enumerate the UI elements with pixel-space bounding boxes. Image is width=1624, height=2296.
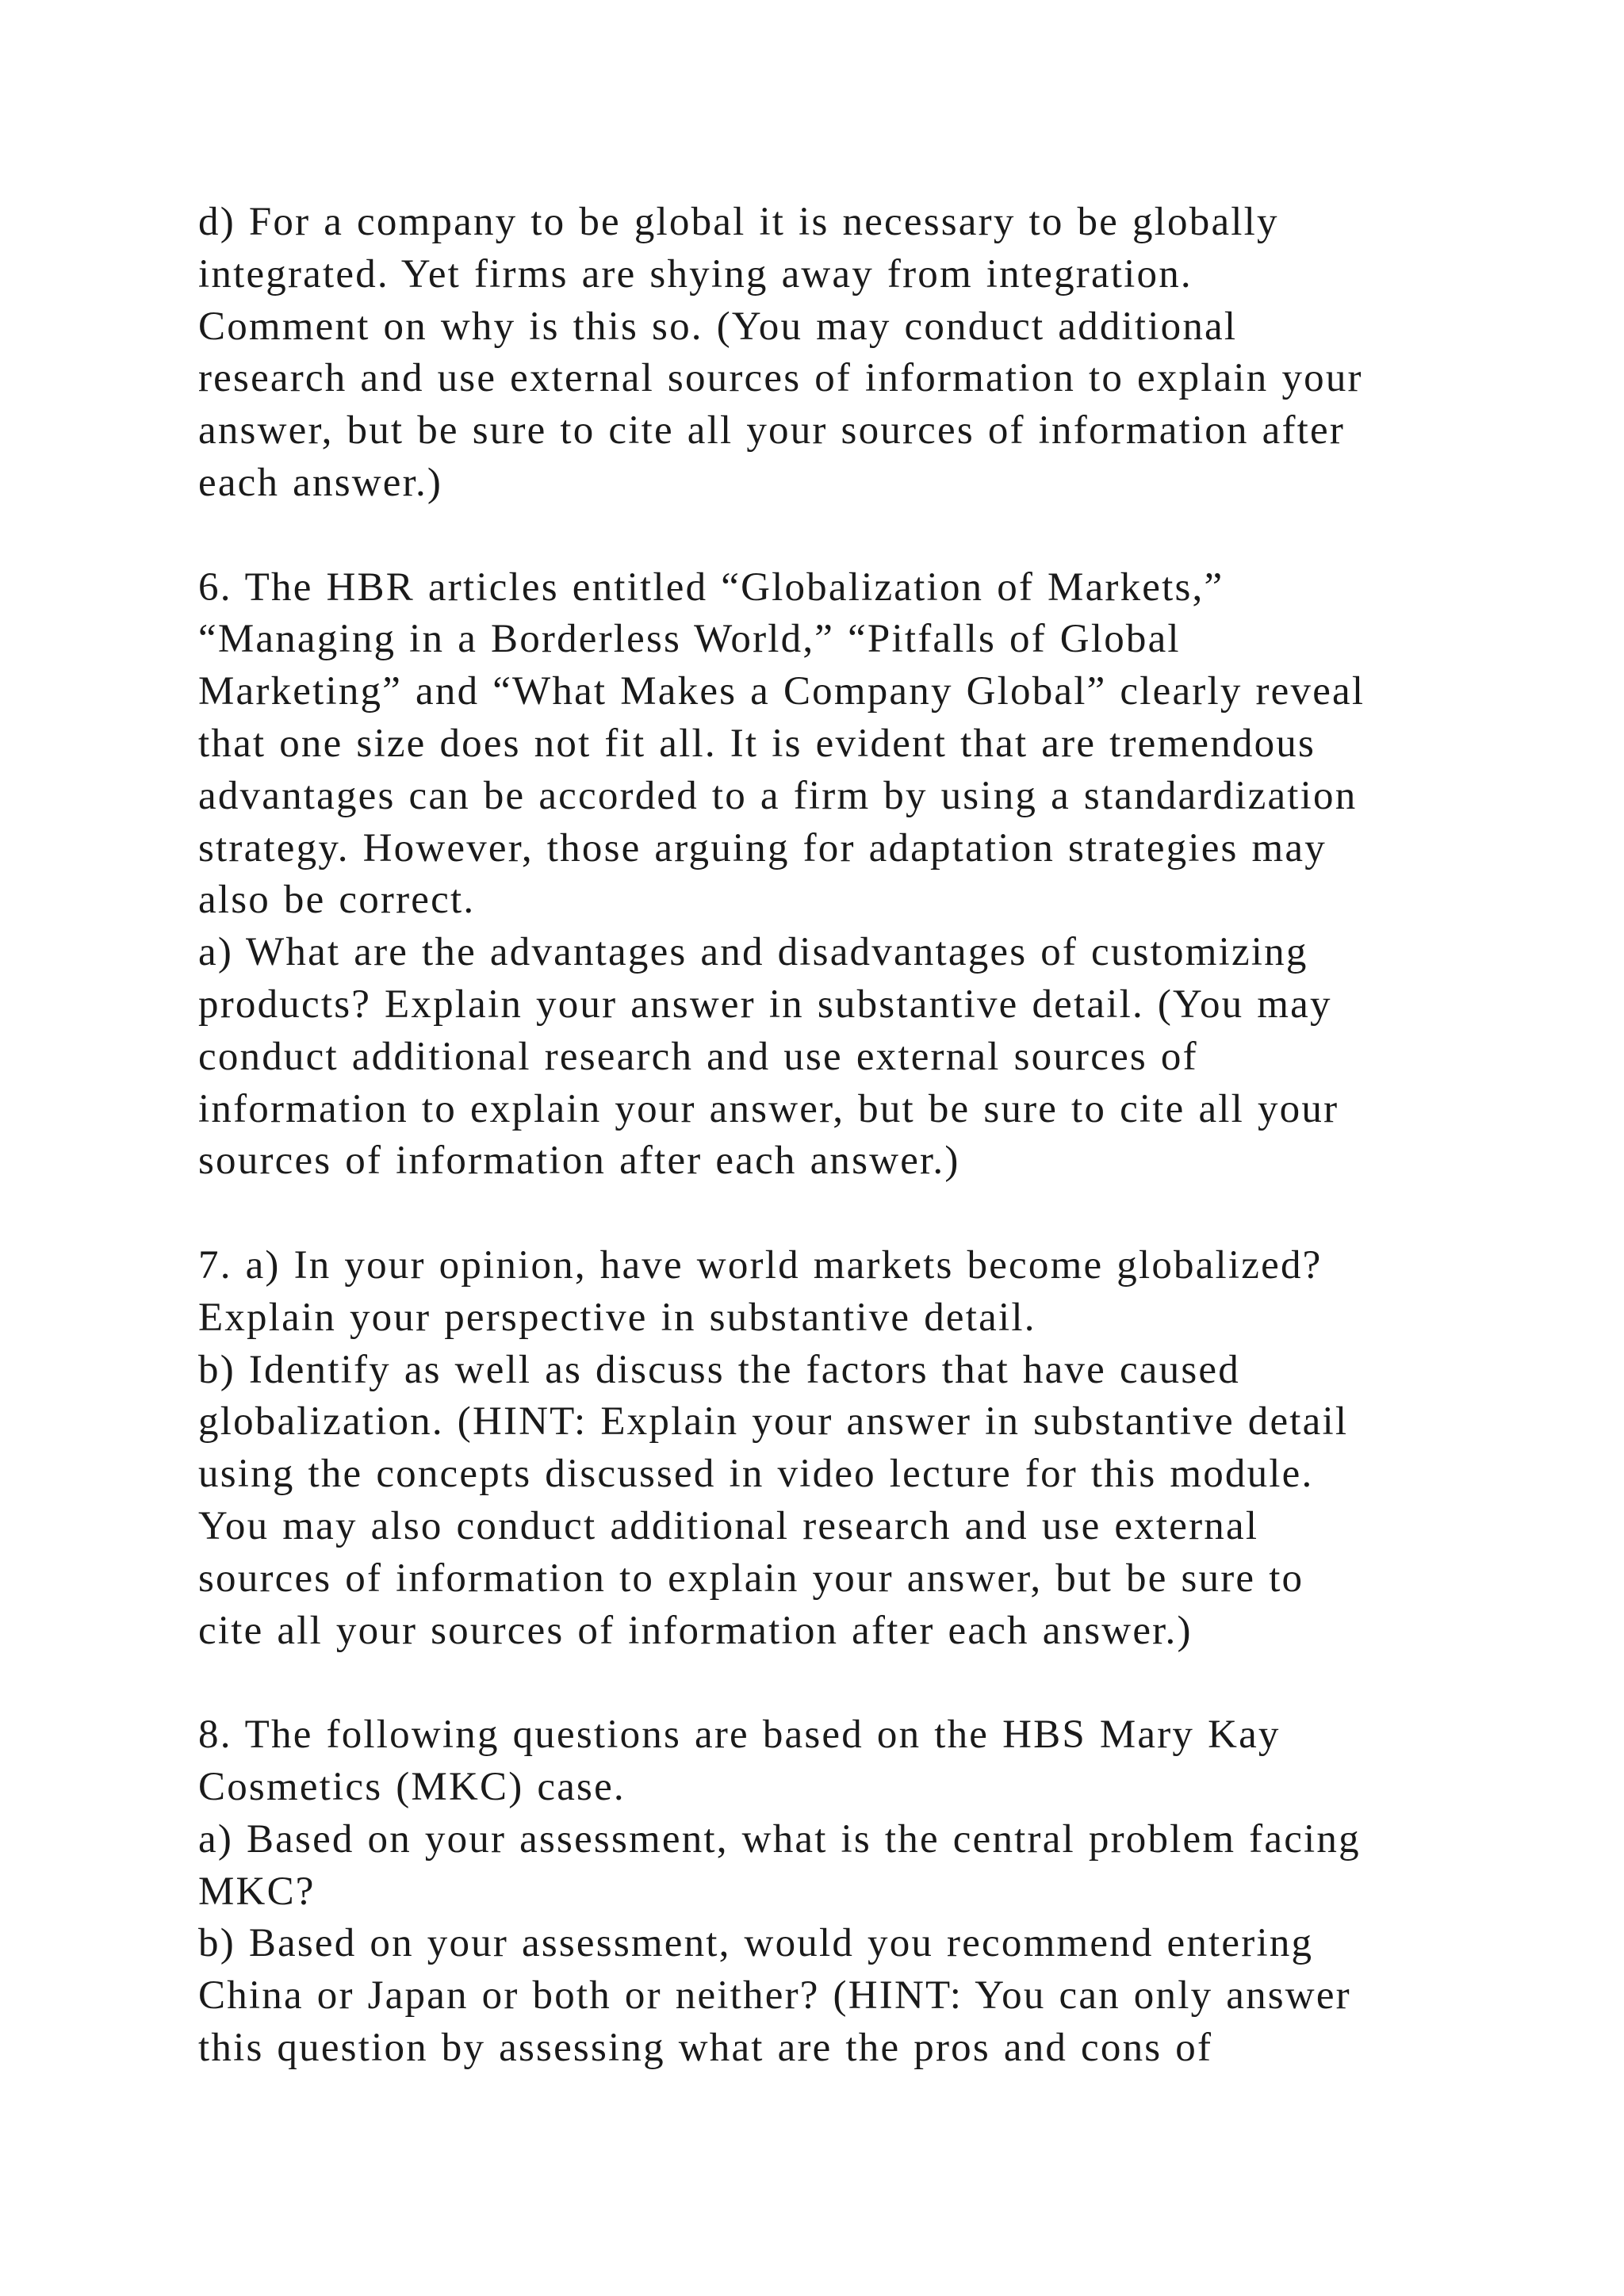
text-line: Cosmetics (MKC) case.	[198, 1764, 626, 1809]
text-line: integrated. Yet firms are shying away from integration.	[198, 251, 1193, 297]
text-line: information to explain your answer, but be sure to cite all your	[198, 1086, 1339, 1131]
text-line: a) What are the advantages and disadvantages of customizing	[198, 930, 1308, 975]
text-line: 7. a) In your opinion, have world markets become globalized?	[198, 1242, 1323, 1288]
text-line: a) Based on your assessment, what is the central problem facing	[198, 1816, 1361, 1862]
text-line: d) For a company to be global it is necessary to be globally	[198, 200, 1279, 244]
text-line: “Managing in a Borderless World,” “Pitfalls of Global	[198, 617, 1181, 662]
text-line: b) Based on your assessment, would you recommend entering	[198, 1921, 1314, 1966]
text-line: Marketing” and “What Makes a Company Global” clearly reveal	[198, 669, 1365, 714]
text-line: globalization. (HINT: Explain your answer in substantive detail	[198, 1399, 1349, 1445]
text-line: b) Identify as well as discuss the factors that have caused	[198, 1347, 1240, 1392]
text-line: answer, but be sure to cite all your sources of information after	[198, 408, 1346, 453]
text-line: 6. The HBR articles entitled “Globalization of Markets,”	[198, 564, 1224, 610]
paragraph-gap	[198, 510, 1499, 562]
text-line: sources of information after each answer.)	[198, 1138, 960, 1184]
text-line: also be correct.	[198, 878, 476, 923]
text-line: China or Japan or both or neither? (HINT: You can only answer	[198, 1973, 1351, 2019]
document-text	[198, 197, 1499, 2075]
text-line: conduct additional research and use external sources of	[198, 1034, 1198, 1079]
text-line: research and use external sources of information to explain your	[198, 356, 1363, 401]
text-line: strategy. However, those arguing for adaptation strategies may	[198, 825, 1327, 871]
text-line: You may also conduct additional research and use external	[198, 1503, 1259, 1548]
text-line: Explain your perspective in substantive detail.	[198, 1295, 1036, 1340]
text-line: that one size does not fit all. It is evident that are tremendous	[198, 721, 1316, 766]
text-line: using the concepts discussed in video lecture for this module.	[198, 1452, 1314, 1497]
text-line: each answer.)	[198, 460, 443, 505]
text-line: this question by assessing what are the pros and cons of	[198, 2025, 1213, 2070]
text-line: products? Explain your answer in substantive detail. (You may	[198, 982, 1332, 1027]
text-line: cite all your sources of information after each answer.)	[198, 1608, 1193, 1653]
text-line: MKC?	[198, 1869, 316, 1914]
paragraph-gap	[198, 1188, 1499, 1240]
paragraph-gap	[198, 1657, 1499, 1709]
text-line: 8. The following questions are based on the HBS Mary Kay	[198, 1712, 1281, 1758]
text-line: sources of information to explain your answer, but be sure to	[198, 1556, 1304, 1601]
text-line: advantages can be accorded to a firm by using a standardization	[198, 773, 1358, 818]
text-line: Comment on why is this so. (You may conduct additional	[198, 304, 1238, 349]
